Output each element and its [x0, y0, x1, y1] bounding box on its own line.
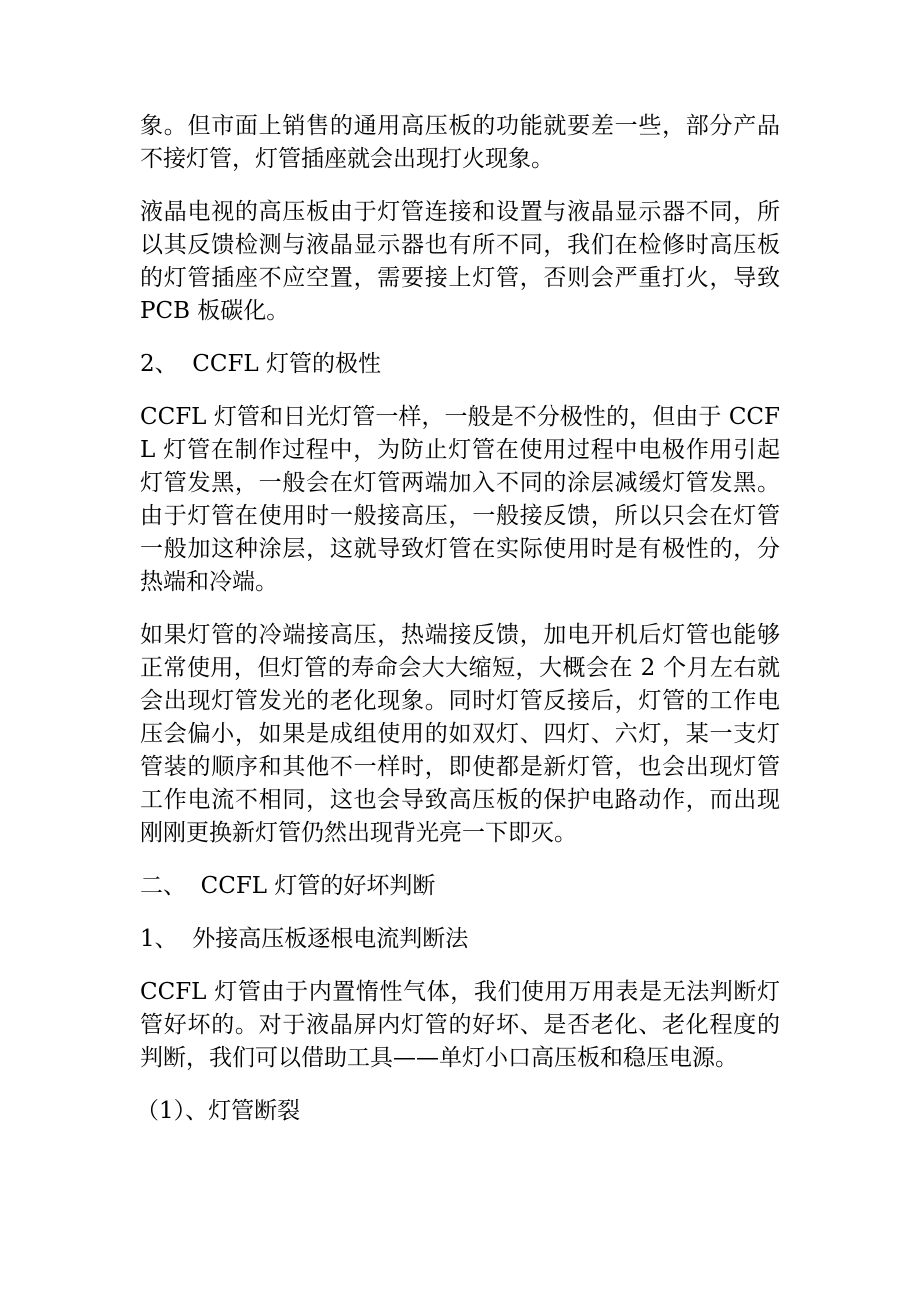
heading-current-method: 1、 外接高压板逐根电流判断法 — [140, 926, 469, 952]
heading-ccfl-judgement: 二、 CCFL 灯管的好坏判断 — [140, 873, 436, 899]
document-page — [136, 110, 780, 1148]
paragraph-4: 如果灯管的冷端接高压，热端接反馈，加电开机后灯管也能够正常使用，但灯管的寿命会大大缩短，大概会在 2 个月左右就会出现灯管发光的老化现象。同时灯管反接后，灯管的工作电压会偏小，如果是成组使用的如双灯、四灯、六灯，某一支灯管装的顺序和其他不一样时，即使都是新灯管，也会出现灯管工作电流不相同，这也会导致高压板的保护电路动作，而出现刚刚更换新灯管仍然出现背光亮一下即灭。 — [140, 622, 780, 846]
paragraph-1: 象。但市面上销售的通用高压板的功能就要差一些，部分产品不接灯管，灯管插座就会出现打火现象。 — [140, 113, 780, 172]
heading-tube-fracture: （1）、灯管断裂 — [136, 1098, 301, 1124]
paragraph-3: CCFL 灯管和日光灯管一样，一般是不分极性的，但由于 CCFL 灯管在制作过程中，为防止灯管在使用过程中电极作用引起灯管发黑，一般会在灯管两端加入不同的涂层减缓灯管发黑。由于灯管在使用时一般接高压，一般接反馈，所以只会在灯管一般加这种涂层，这就导致灯管在实际使用时是有极性的，分热端和冷端。 — [140, 404, 780, 595]
paragraph-2: 液晶电视的高压板由于灯管连接和设置与液晶显示器不同，所以其反馈检测与液晶显示器也有所不同，我们在检修时高压板的灯管插座不应空置，需要接上灯管，否则会严重打火，导致 PCB 板碳化。 — [140, 199, 780, 324]
heading-ccfl-polarity: 2、 CCFL 灯管的极性 — [140, 351, 381, 377]
paragraph-5: CCFL 灯管由于内置惰性气体，我们使用万用表是无法判断灯管好坏的。对于液晶屏内灯管的好坏、是否老化、老化程度的判断，我们可以借助工具——单灯小口高压板和稳压电源。 — [140, 979, 780, 1071]
